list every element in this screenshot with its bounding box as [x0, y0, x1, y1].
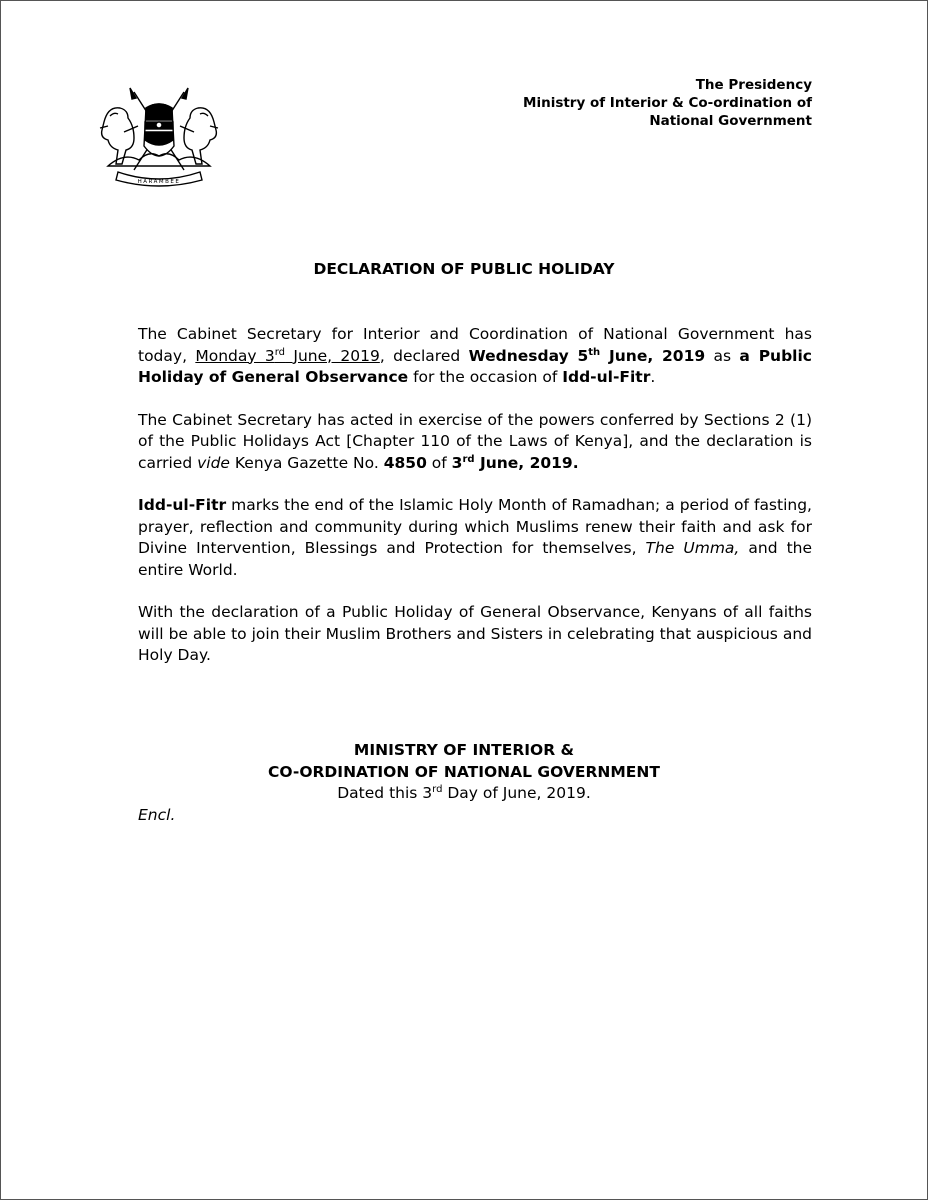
paragraph-3: Idd-ul-Fitr marks the end of the Islamic Holy Month of Ramadhan; a period of fasting, prayer, reflection and community during which Muslims renew their faith and ask for Divine Intervention, Blessings and Protection for themselves, The Umma, and the entire World. — [138, 496, 813, 579]
document-body — [138, 324, 812, 688]
crest-motto: HARAMBEE — [137, 179, 181, 185]
holiday-date: Wednesday 5th June, 2019 — [468, 346, 706, 365]
dated-line: Dated this 3rd Day of June, 2019. — [337, 784, 591, 802]
paragraph-2: The Cabinet Secretary has acted in exercise of the powers conferred by Sections 2 (1) of the Public Holidays Act [Chapter 110 of the Laws of Kenya], and the declaration is carried vide Kenya Gazette No. 4850 of 3rd June, 2019. — [138, 410, 812, 472]
signature-ministry-line2: CO-ORDINATION OF NATIONAL GOVERNMENT — [268, 762, 660, 781]
paragraph-4: With the declaration of a Public Holiday of General Observance, Kenyans of all faiths will be able to join their Muslim Brothers and Sisters in celebrating that auspicious and Holy Day. — [138, 603, 812, 664]
paragraph-1: The Cabinet Secretary for Interior and Coordination of National Government has today, Monday 3rd June, 2019, declared Wednesday 5th June, 2019 as a Public Holiday of General Observance for the occasion of Idd-ul-Fitr. — [138, 325, 812, 386]
document-title: DECLARATION OF PUBLIC HOLIDAY — [313, 260, 615, 278]
enclosure-note: Encl. — [138, 806, 176, 824]
announcement-date: Monday 3rd June, 2019 — [195, 346, 380, 365]
letterhead-ministry: Ministry of Interior & Co-ordination of — [523, 95, 812, 111]
holiday-type: a Public Holiday of General Observance — [138, 346, 812, 386]
letterhead-presidency: The Presidency — [695, 77, 812, 93]
coat-of-arms-icon — [94, 86, 224, 190]
signature-block — [0, 740, 928, 805]
gazette-number: 4850 — [383, 453, 427, 472]
signature-ministry-line1: MINISTRY OF INTERIOR & — [353, 741, 575, 759]
gazette-date: 3rd June, 2019. — [451, 453, 579, 472]
letterhead-government: National Government — [649, 113, 812, 129]
occasion-name: Idd-ul-Fitr — [562, 368, 651, 386]
letterhead — [523, 76, 812, 130]
